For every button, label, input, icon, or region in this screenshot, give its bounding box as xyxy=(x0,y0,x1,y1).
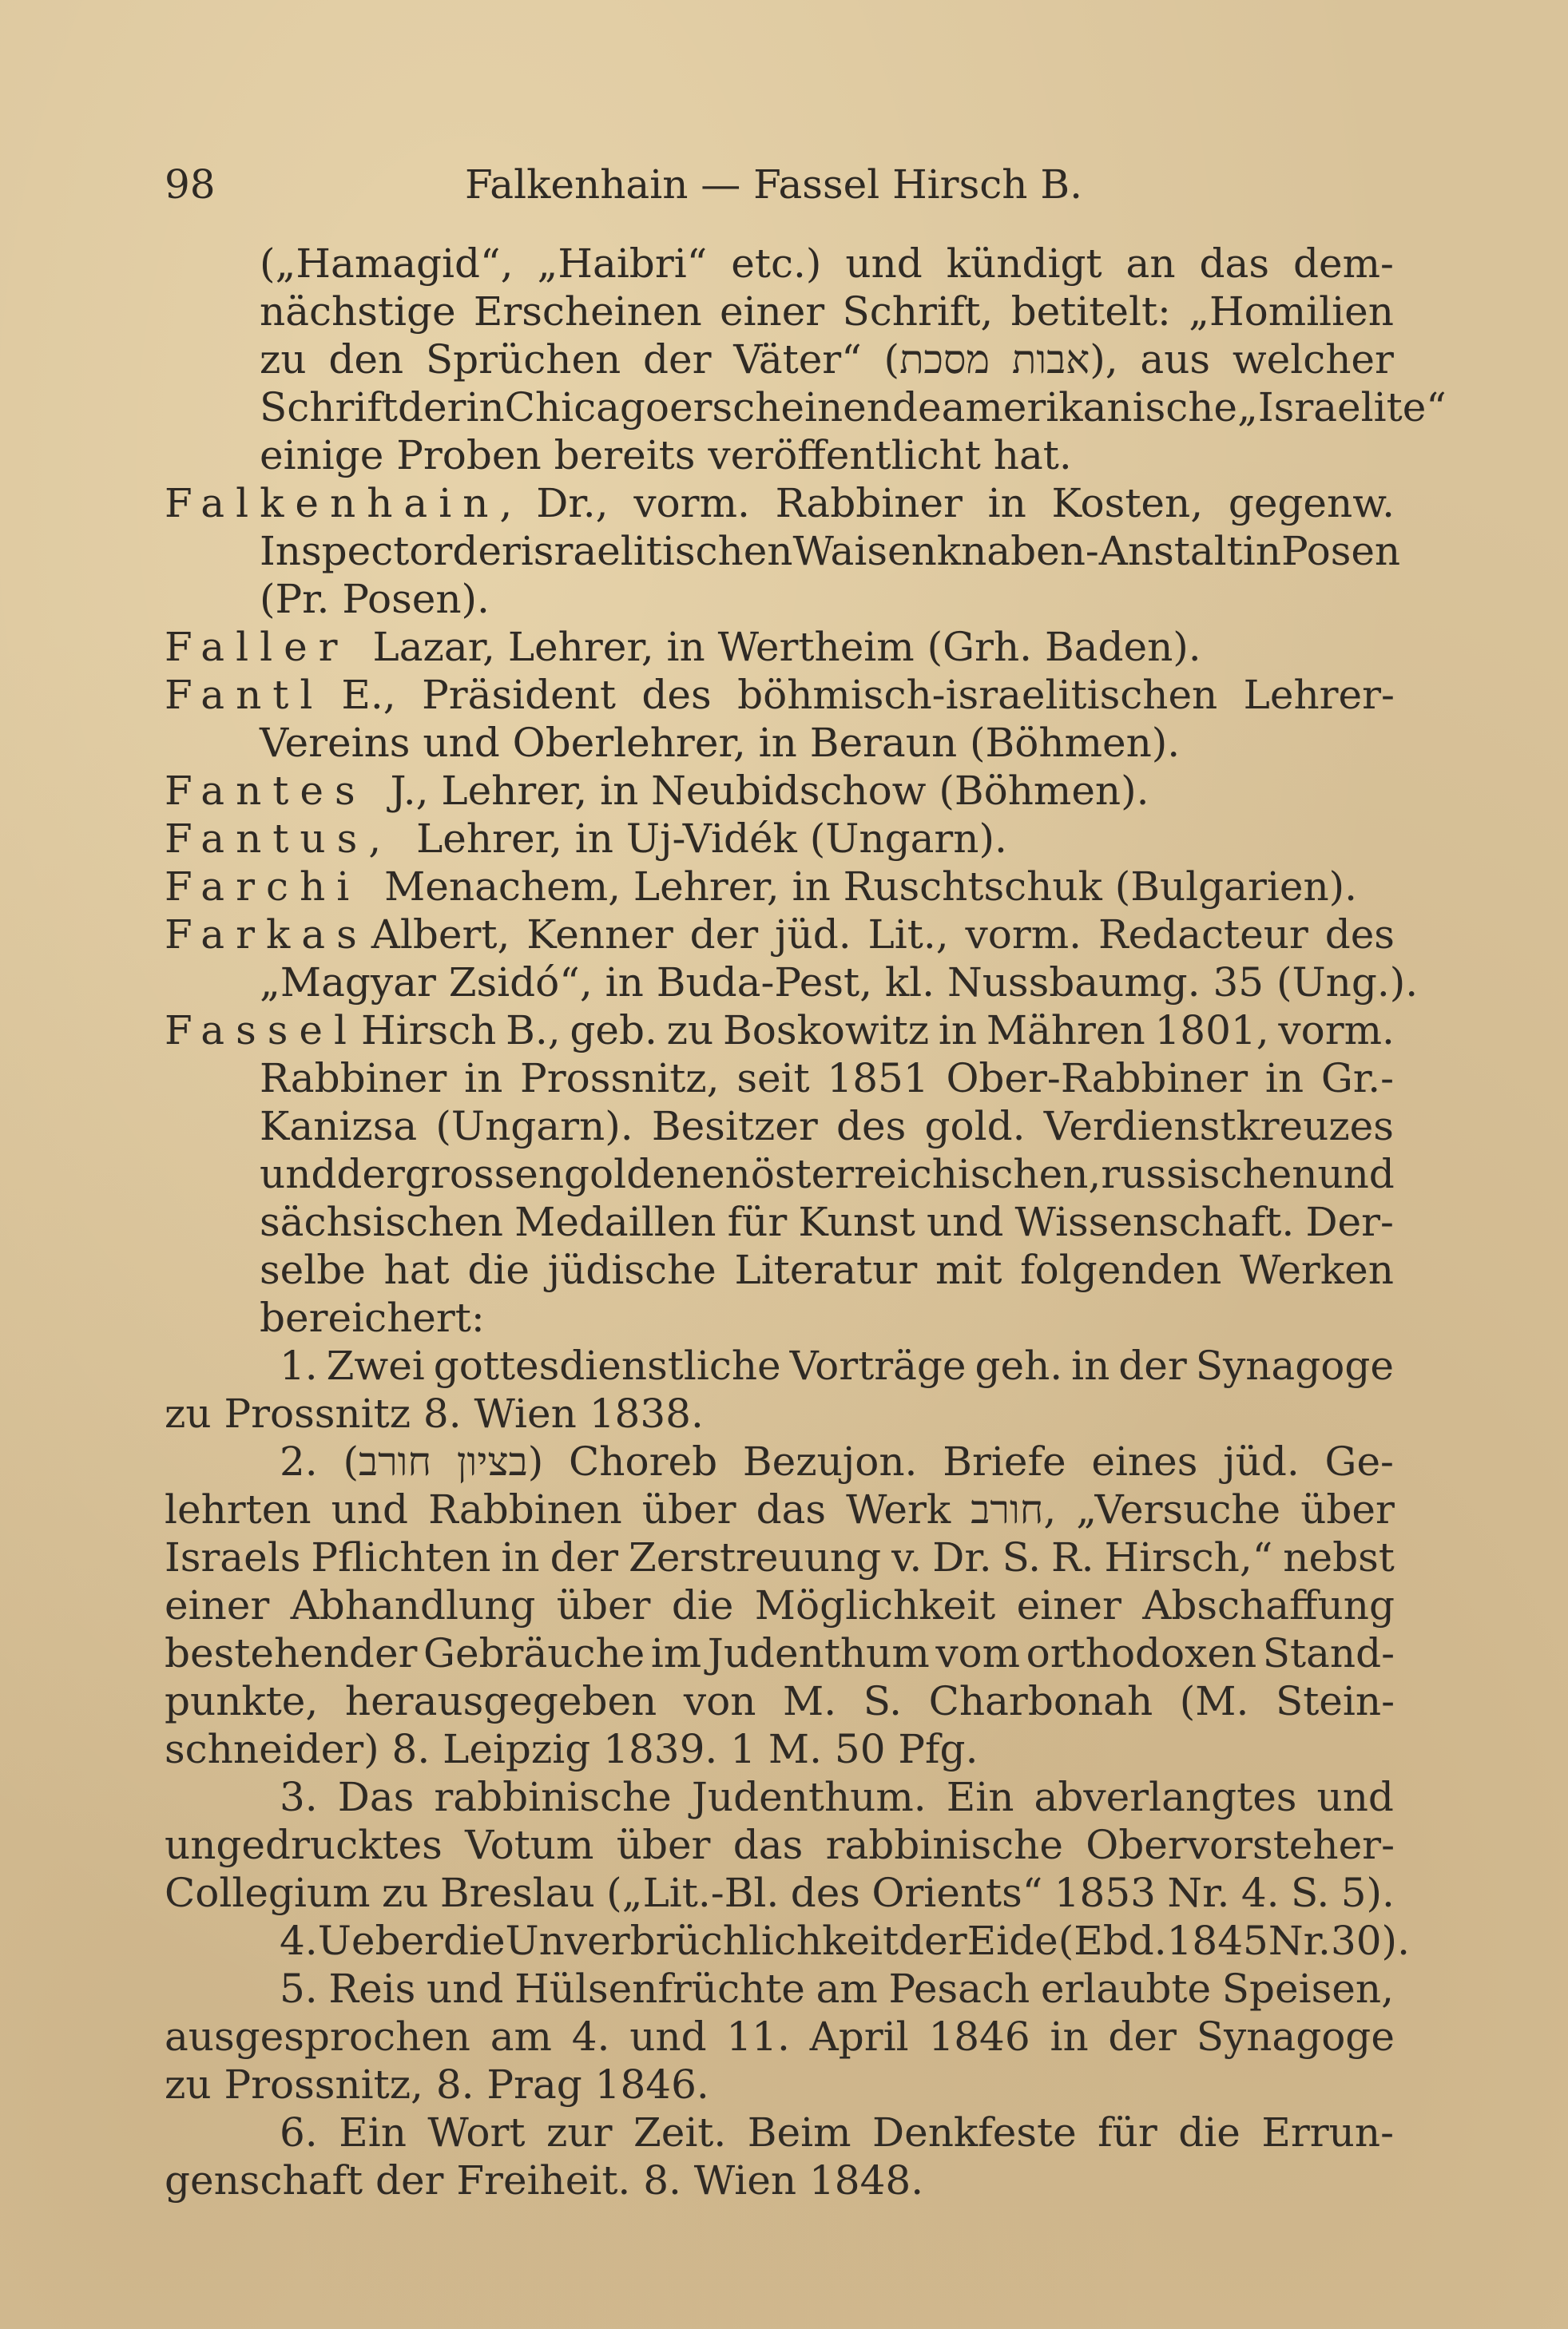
text-line: („Hamagid“, „Haibri“ etc.) und kündigt an das dem- xyxy=(260,240,1394,287)
entry-farkas xyxy=(165,911,1395,958)
entry-name: Farkas xyxy=(165,911,368,958)
text-line: selbe hat die jüdische Literatur mit folgenden Werken xyxy=(260,1247,1394,1293)
text-line: sächsischen Medaillen für Kunst und Wissenschaft. Der- xyxy=(260,1199,1394,1245)
text-line: Collegium zu Breslau („Lit.-Bl. des Orients“ 1853 Nr. 4. S. 5). xyxy=(165,1870,1395,1916)
text-line: einer Abhandlung über die Möglichkeit einer Abschaffung xyxy=(165,1582,1395,1629)
text-line: genschaft der Freiheit. 8. Wien 1848. xyxy=(165,2157,924,2204)
entry-falkenhain xyxy=(165,479,1395,527)
entry-name: Fantl xyxy=(165,672,324,718)
text-line: ausgesprochen am 4. und 11. April 1846 in der Synagoge xyxy=(165,2014,1395,2060)
page-header xyxy=(165,157,1395,212)
text-line: zu Prossnitz 8. Wien 1838. xyxy=(165,1391,704,1437)
work-item: 5. Reis und Hülsenfrüchte am Pesach erlaubte Speisen, xyxy=(280,1966,1394,2012)
entry-fantus xyxy=(165,815,1007,863)
entry-name: Fantes xyxy=(165,768,391,814)
entry-fantl xyxy=(165,671,1395,719)
text-line: einige Proben bereits veröffentlicht hat. xyxy=(260,432,1072,478)
entry-farchi xyxy=(165,863,1357,911)
entry-fantes xyxy=(165,767,1149,815)
text-line: zu Prossnitz, 8. Prag 1846. xyxy=(165,2061,709,2108)
entry-name: Farchi xyxy=(165,863,385,910)
entry-name: Fantus, xyxy=(165,815,417,862)
text-line: zu den Sprüchen der Väter“ (מסכת אבות), aus welcher xyxy=(260,336,1394,383)
text-line: (Pr. Posen). xyxy=(260,576,490,622)
text-line: Dr., vorm. Rabbiner in Kosten, gegenw. xyxy=(536,480,1395,526)
text-line: E., Präsident des böhmisch-israelitischen Lehrer- xyxy=(341,672,1395,718)
text-line: Albert, Kenner der jüd. Lit., vorm. Redacteur des xyxy=(371,911,1395,958)
work-item: 1. Zwei gottesdienstliche Vorträge geh. in der Synagoge xyxy=(280,1343,1394,1389)
text-line: Schrift der in Chicago erscheinende amerikanische „Israelite“ xyxy=(260,384,1447,430)
text-line: „Magyar Zsidó“, in Buda-Pest, kl. Nussbaumg. 35 (Ung.). xyxy=(260,959,1419,1006)
work-item: 3. Das rabbinische Judenthum. Ein abverlangtes und xyxy=(280,1774,1394,1820)
running-title: Falkenhain — Fassel Hirsch B. xyxy=(465,161,1082,208)
entry-faller xyxy=(165,623,1201,671)
text-line: Hirsch B., geb. zu Boskowitz in Mähren 1801, vorm. xyxy=(361,1007,1395,1053)
entry-name: Fassel xyxy=(165,1007,359,1053)
text-line: Kanizsa (Ungarn). Besitzer des gold. Verdienstkreuzes xyxy=(260,1103,1394,1149)
text-line: bereichert: xyxy=(260,1295,485,1341)
entry-fassel xyxy=(165,1006,1395,1054)
text-line: ungedrucktes Votum über das rabbinische Obervorsteher- xyxy=(165,1822,1395,1868)
work-item: 2. (חורב בציון) Choreb Bezujon. Briefe eines jüd. Ge- xyxy=(280,1438,1394,1485)
text-line: Israels Pflichten in der Zerstreuung v. Dr. S. R. Hirsch,“ nebst xyxy=(165,1534,1395,1581)
entry-text: Lehrer, in Uj-Vidék (Ungarn). xyxy=(416,815,1007,862)
page-number: 98 xyxy=(165,161,216,208)
entry-name: Faller xyxy=(165,624,373,670)
text-line: und der grossen goldenen österreichischen, russischen und xyxy=(260,1151,1395,1197)
text-line: lehrten und Rabbinen über das Werk חורב, „Versuche über xyxy=(165,1486,1395,1533)
entry-text: Lazar, Lehrer, in Wertheim (Grh. Baden). xyxy=(372,624,1201,670)
text-line: Inspector der israelitischen Waisenknaben-Anstalt in Posen xyxy=(260,528,1401,574)
entry-text: J., Lehrer, in Neubidschow (Böhmen). xyxy=(390,768,1149,814)
work-item: 4. Ueber die Unverbrüchlichkeit der Eide (Ebd. 1845 Nr. 30). xyxy=(280,1918,1410,1964)
text-line: Vereins und Oberlehrer, in Beraun (Böhmen). xyxy=(260,720,1181,766)
text-line: Rabbiner in Prossnitz, seit 1851 Ober-Rabbiner in Gr.- xyxy=(260,1055,1394,1101)
work-item: 6. Ein Wort zur Zeit. Beim Denkfeste für die Errun- xyxy=(280,2109,1394,2156)
text-line: nächstige Erscheinen einer Schrift, betitelt: „Homilien xyxy=(260,288,1394,335)
text-line: bestehender Gebräuche im Judenthum vom orthodoxen Stand- xyxy=(165,1630,1395,1676)
entry-text: Menachem, Lehrer, in Ruschtschuk (Bulgarien). xyxy=(384,863,1358,910)
entry-name: Falkenhain, xyxy=(165,480,524,526)
text-line: schneider) 8. Leipzig 1839. 1 M. 50 Pfg. xyxy=(165,1726,979,1772)
text-line: punkte, herausgegeben von M. S. Charbonah (M. Stein- xyxy=(165,1678,1395,1724)
